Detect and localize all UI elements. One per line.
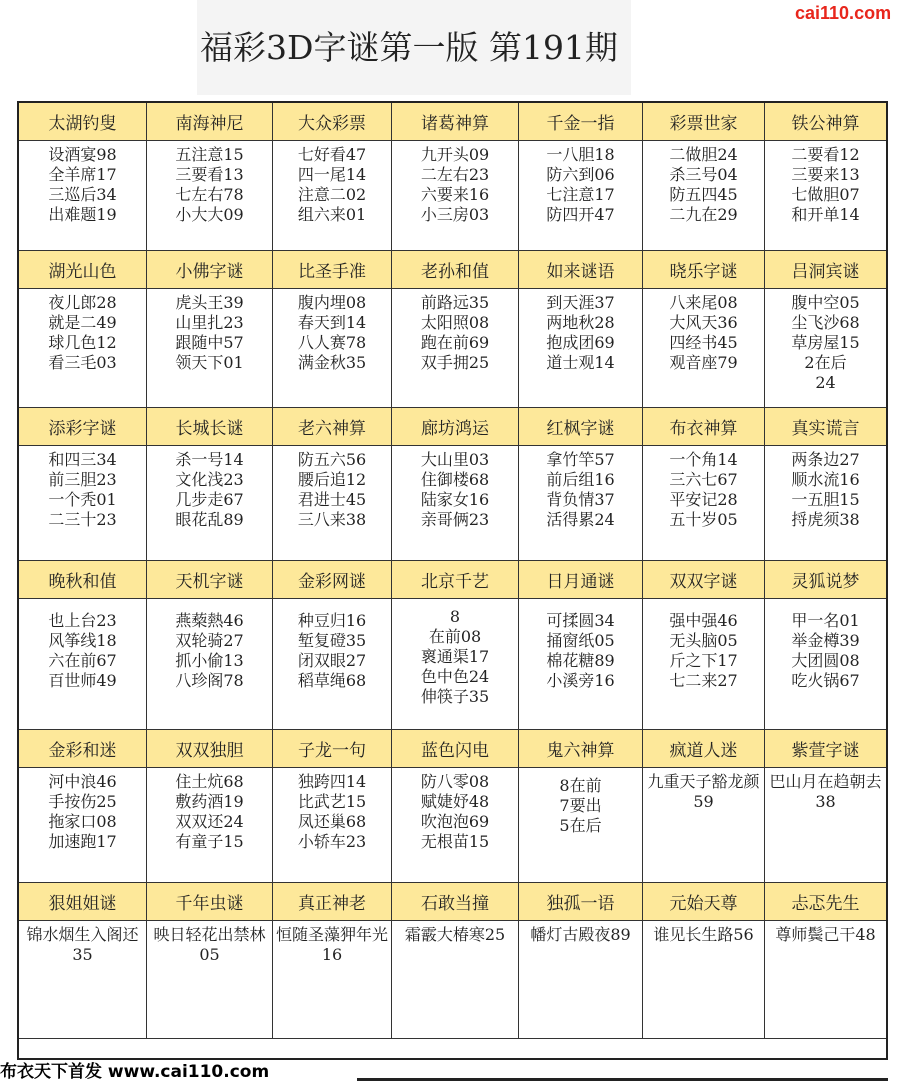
riddle-line: 组六来01 [297, 205, 367, 224]
column-header: 双双独胆 [147, 730, 273, 768]
riddle-line: 九开头09 [420, 145, 490, 164]
riddle-line: 幡灯古殿夜89 [530, 925, 631, 944]
riddle-line: 跑在前69 [420, 333, 490, 352]
column-header: 灵狐说梦 [765, 561, 886, 599]
riddle-line: 谁见长生路56 [653, 925, 754, 944]
riddle-line: 霜霰大椿寒25 [404, 925, 506, 944]
column-header: 紫萱字谜 [765, 730, 886, 768]
riddle-line: 几步走67 [175, 490, 244, 509]
column-header: 老六神算 [273, 408, 392, 446]
riddle-cell [643, 768, 765, 883]
riddle-line: 八珍阁78 [175, 671, 244, 690]
column-header: 蓝色闪电 [392, 730, 519, 768]
riddle-cell [147, 921, 273, 1039]
column-header: 比圣手准 [273, 251, 392, 289]
riddle-line: 5在后 [559, 816, 602, 835]
column-header: 太湖钓叟 [19, 103, 147, 141]
riddle-line: 住土炕68 [175, 772, 244, 791]
riddle-cell [643, 141, 765, 251]
riddle-cell [519, 446, 643, 561]
riddle-line: 色中色24 [420, 667, 490, 686]
riddle-cell [392, 599, 519, 730]
column-header: 真实谎言 [765, 408, 886, 446]
riddle-line: 河中浪46 [48, 772, 117, 791]
riddle-line: 二做胆24 [669, 145, 738, 164]
riddle-line: 三要来13 [791, 165, 860, 184]
riddle-cell [273, 289, 392, 408]
riddle-line: 抓小偷13 [175, 651, 244, 670]
column-header: 元始天尊 [643, 883, 765, 921]
column-header: 晚秋和值 [19, 561, 147, 599]
riddle-cell [643, 289, 765, 408]
riddle-table [17, 101, 888, 1060]
riddle-line: 尊师鬓己干48 [775, 925, 876, 944]
riddle-line: 杀一号14 [175, 450, 244, 469]
riddle-cell [765, 768, 886, 883]
riddle-line: 到天涯37 [546, 293, 615, 312]
riddle-line: 前三胆23 [48, 470, 117, 489]
column-header: 诸葛神算 [392, 103, 519, 141]
riddle-line: 巴山月在趋朝去38 [769, 772, 882, 811]
riddle-line: 出难题19 [48, 205, 117, 224]
riddle-line: 二要看12 [791, 145, 860, 164]
column-header: 千金一指 [519, 103, 643, 141]
riddle-line: 双手拥25 [420, 353, 490, 372]
column-header: 日月通谜 [519, 561, 643, 599]
riddle-line: 堑复磴35 [297, 631, 367, 650]
riddle-line: 太阳照08 [420, 313, 490, 332]
riddle-line: 7要出 [559, 796, 602, 815]
riddle-line: 强中强46 [669, 611, 738, 630]
riddle-line: 春天到14 [297, 313, 367, 332]
riddle-line: 百世师49 [48, 671, 117, 690]
riddle-line: 和开单14 [791, 205, 860, 224]
riddle-line: 和四三34 [48, 450, 117, 469]
riddle-line: 四一尾14 [297, 165, 367, 184]
column-header: 铁公神算 [765, 103, 886, 141]
riddle-line: 加速跑17 [48, 832, 117, 851]
riddle-cell [273, 141, 392, 251]
riddle-line: 抱成团69 [546, 333, 615, 352]
riddle-cell [19, 921, 147, 1039]
riddle-line: 满金秋35 [297, 353, 367, 372]
riddle-cell [392, 921, 519, 1039]
column-header: 长城长谜 [147, 408, 273, 446]
riddle-line: 小三房03 [420, 205, 490, 224]
riddle-line: 甲一名01 [791, 611, 860, 630]
riddle-cell [19, 289, 147, 408]
riddle-line: 山里扎23 [175, 313, 244, 332]
column-header: 千年虫谜 [147, 883, 273, 921]
column-header: 疯道人迷 [643, 730, 765, 768]
riddle-line: 跟随中57 [175, 333, 244, 352]
riddle-line: 七好看47 [297, 145, 367, 164]
riddle-line: 有童子15 [175, 832, 244, 851]
riddle-line: 无根苗15 [420, 832, 490, 851]
riddle-line: 燕蔾熱46 [175, 611, 244, 630]
riddle-line: 拖家口08 [48, 812, 117, 831]
column-header: 天机字谜 [147, 561, 273, 599]
riddle-line: 双双还24 [175, 812, 244, 831]
riddle-cell [765, 446, 886, 561]
column-header: 北京千艺 [392, 561, 519, 599]
riddle-line: 捅窗纸05 [546, 631, 615, 650]
riddle-cell [19, 446, 147, 561]
riddle-line: 在前08 [428, 627, 482, 646]
column-header: 忐忑先生 [765, 883, 886, 921]
riddle-line: 比武艺15 [297, 792, 367, 811]
riddle-line: 七二来27 [669, 671, 738, 690]
riddle-line: 三八来38 [297, 510, 367, 529]
column-header: 廊坊鸿运 [392, 408, 519, 446]
divider [357, 1078, 888, 1081]
riddle-line: 恒随圣藻狎年光16 [275, 925, 388, 964]
column-header: 湖光山色 [19, 251, 147, 289]
riddle-line: 六要来16 [420, 185, 490, 204]
riddle-cell [765, 141, 886, 251]
riddle-line: 七注意17 [546, 185, 615, 204]
riddle-line: 种豆归16 [297, 611, 367, 630]
riddle-line: 棉花糖89 [546, 651, 615, 670]
riddle-line: 腰后追12 [297, 470, 367, 489]
riddle-line: 尘飞沙68 [791, 313, 860, 332]
riddle-line: 大团圆08 [791, 651, 860, 670]
riddle-line: 捋虎须38 [791, 510, 860, 529]
riddle-line: 一个角14 [669, 450, 738, 469]
riddle-line: 八来尾08 [669, 293, 738, 312]
riddle-line: 两地秋28 [546, 313, 615, 332]
riddle-line: 防五四45 [669, 185, 738, 204]
column-header: 布衣神算 [643, 408, 765, 446]
column-header: 子龙一句 [273, 730, 392, 768]
riddle-line: 赋婕妤48 [420, 792, 490, 811]
riddle-line: 就是二49 [48, 313, 117, 332]
riddle-line: 注意二02 [297, 185, 367, 204]
riddle-cell [643, 446, 765, 561]
riddle-line: 八人赛78 [297, 333, 367, 352]
riddle-cell [519, 141, 643, 251]
riddle-cell [19, 768, 147, 883]
column-header: 添彩字谜 [19, 408, 147, 446]
column-header: 金彩和迷 [19, 730, 147, 768]
riddle-line: 吹泡泡69 [420, 812, 490, 831]
column-header: 小佛字谜 [147, 251, 273, 289]
riddle-line: 顺水流16 [791, 470, 860, 489]
riddle-line: 锦水烟生入阁还35 [26, 925, 139, 964]
riddle-cell [273, 768, 392, 883]
riddle-line: 敷药酒19 [175, 792, 244, 811]
riddle-line: 三巡后34 [48, 185, 117, 204]
riddle-line: 两条边27 [791, 450, 860, 469]
riddle-line: 伸筷子35 [420, 687, 490, 706]
column-header: 红枫字谜 [519, 408, 643, 446]
riddle-line: 全羊席17 [48, 165, 117, 184]
riddle-line: 前路远35 [420, 293, 490, 312]
riddle-line: 大风天36 [669, 313, 738, 332]
riddle-line: 映日轻花出禁林05 [153, 925, 266, 964]
riddle-line: 设酒宴98 [48, 145, 117, 164]
riddle-cell [147, 768, 273, 883]
site-logo[interactable]: cai110.com [795, 3, 892, 23]
riddle-line: 四经书45 [669, 333, 738, 352]
riddle-cell [273, 599, 392, 730]
riddle-line: 文化浅23 [175, 470, 244, 489]
riddle-line: 夜儿郎28 [48, 293, 117, 312]
riddle-line: 小溪旁16 [546, 671, 615, 690]
riddle-cell [643, 599, 765, 730]
riddle-line: 杀三号04 [669, 165, 738, 184]
riddle-cell [147, 599, 273, 730]
riddle-line: 防四开47 [546, 205, 615, 224]
riddle-line: 吃火锅67 [791, 671, 860, 690]
riddle-line: 防五六56 [297, 450, 367, 469]
riddle-line: 8 [449, 607, 461, 626]
riddle-line: 小大大09 [175, 205, 244, 224]
riddle-line: 三六七67 [669, 470, 738, 489]
riddle-line: 拿竹竿57 [546, 450, 615, 469]
riddle-line: 闭双眼27 [297, 651, 367, 670]
riddle-line: 稻草绳68 [297, 671, 367, 690]
riddle-line: 七左右78 [175, 185, 244, 204]
riddle-cell [147, 289, 273, 408]
column-header: 狠姐姐谜 [19, 883, 147, 921]
column-header: 独孤一语 [519, 883, 643, 921]
page-title: 福彩3D字谜第一版 第191期 [200, 28, 618, 67]
riddle-line: 五十岁05 [669, 510, 738, 529]
riddle-cell [147, 446, 273, 561]
riddle-line: 双轮骑27 [175, 631, 244, 650]
column-header: 真正神老 [273, 883, 392, 921]
riddle-cell [273, 921, 392, 1039]
riddle-line: 三要看13 [175, 165, 244, 184]
riddle-line: 虎头王39 [175, 293, 244, 312]
riddle-line: 道士观14 [546, 353, 615, 372]
riddle-cell [519, 599, 643, 730]
riddle-line: 背负情37 [546, 490, 615, 509]
riddle-cell [19, 599, 147, 730]
riddle-cell [643, 921, 765, 1039]
column-header: 彩票世家 [643, 103, 765, 141]
riddle-cell [273, 446, 392, 561]
riddle-line: 可揉圆34 [546, 611, 615, 630]
riddle-line: 五注意15 [175, 145, 244, 164]
riddle-line: 无头脑05 [669, 631, 738, 650]
riddle-line: 24 [815, 373, 836, 392]
riddle-line: 8在前 [559, 776, 602, 795]
riddle-line: 腹内埋08 [297, 293, 367, 312]
riddle-cell [392, 289, 519, 408]
column-header: 鬼六神算 [519, 730, 643, 768]
riddle-line: 二左右23 [420, 165, 490, 184]
riddle-line: 陆家女16 [420, 490, 490, 509]
riddle-line: 风筝线18 [48, 631, 117, 650]
column-header: 吕洞宾谜 [765, 251, 886, 289]
riddle-line: 眼花乱89 [175, 510, 244, 529]
riddle-line: 举金樽39 [791, 631, 860, 650]
riddle-line: 二九在29 [669, 205, 738, 224]
riddle-cell [519, 921, 643, 1039]
riddle-line: 一个秃01 [48, 490, 117, 509]
column-header: 金彩网谜 [273, 561, 392, 599]
riddle-cell [392, 141, 519, 251]
column-header: 石敢当撞 [392, 883, 519, 921]
footer-caption: 布衣天下首发 www.cai110.com [0, 1062, 270, 1082]
riddle-line: 独跨四14 [297, 772, 367, 791]
riddle-line: 看三毛03 [48, 353, 117, 372]
riddle-cell [519, 289, 643, 408]
riddle-line: 九重天子豁龙颜59 [647, 772, 760, 811]
riddle-line: 平安记28 [669, 490, 738, 509]
riddle-cell [519, 768, 643, 883]
riddle-cell [765, 921, 886, 1039]
riddle-line: 二三十23 [48, 510, 117, 529]
riddle-line: 前后组16 [546, 470, 615, 489]
riddle-line: 六在前67 [48, 651, 117, 670]
riddle-line: 2在后 [804, 353, 847, 372]
riddle-cell [392, 446, 519, 561]
column-header: 双双字谜 [643, 561, 765, 599]
riddle-line: 手按伤25 [48, 792, 117, 811]
riddle-line: 球几色12 [48, 333, 117, 352]
riddle-cell [392, 768, 519, 883]
riddle-line: 一八胆18 [546, 145, 615, 164]
riddle-line: 住御楼68 [420, 470, 490, 489]
riddle-cell [19, 141, 147, 251]
riddle-line: 草房屋15 [791, 333, 860, 352]
riddle-line: 一五胆15 [791, 490, 860, 509]
riddle-line: 活得累24 [546, 510, 615, 529]
riddle-line: 斤之下17 [669, 651, 738, 670]
riddle-line: 亲哥俩23 [420, 510, 490, 529]
riddle-line: 褱通渠17 [420, 647, 490, 666]
riddle-line: 防六到06 [546, 165, 615, 184]
riddle-cell [765, 289, 886, 408]
riddle-line: 也上台23 [48, 611, 117, 630]
column-header: 晓乐字谜 [643, 251, 765, 289]
column-header: 大众彩票 [273, 103, 392, 141]
column-header: 如来谜语 [519, 251, 643, 289]
riddle-line: 七做胆07 [791, 185, 860, 204]
riddle-line: 腹中空05 [791, 293, 860, 312]
column-header: 老孙和值 [392, 251, 519, 289]
riddle-line: 领天下01 [175, 353, 244, 372]
riddle-line: 小轿车23 [297, 832, 367, 851]
riddle-line: 君进士45 [297, 490, 367, 509]
riddle-cell [147, 141, 273, 251]
riddle-cell [765, 599, 886, 730]
column-header: 南海神尼 [147, 103, 273, 141]
riddle-line: 防八零08 [420, 772, 490, 791]
riddle-line: 观音座79 [669, 353, 738, 372]
riddle-line: 凤还巢68 [297, 812, 367, 831]
riddle-line: 大山里03 [420, 450, 490, 469]
